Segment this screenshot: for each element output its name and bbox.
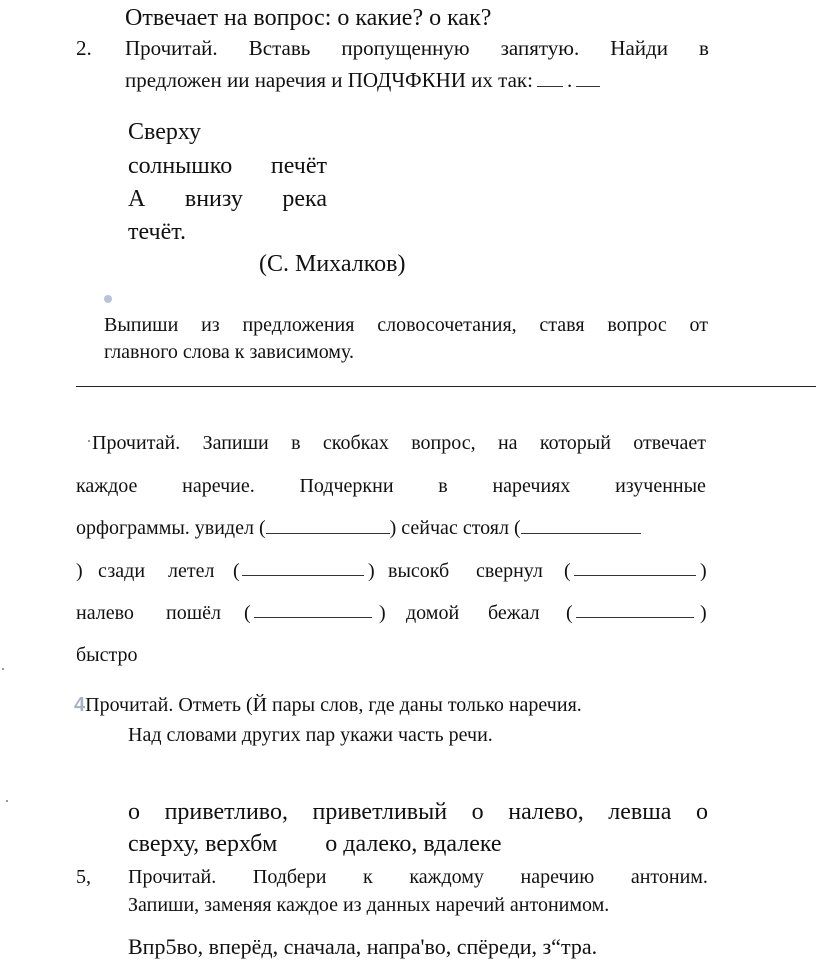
word: левша [608, 799, 672, 825]
word: в [699, 36, 709, 60]
word: сзади [98, 560, 146, 582]
word-pair: о далеко, вдалеке [325, 831, 502, 857]
task3-instruction-line1 [104, 315, 708, 335]
answer-blank-4[interactable] [574, 561, 696, 576]
word: ( [233, 560, 240, 582]
poem-line-2 [128, 154, 327, 178]
task3-instruction-line2: главного слова к зависимому. [104, 341, 354, 363]
word: из [201, 314, 220, 336]
task5-instruction-line1 [128, 867, 708, 887]
word: наречиях [492, 475, 571, 497]
word: пошёл [166, 602, 221, 624]
underline-sample-solid-2 [576, 72, 600, 87]
word: Найди [610, 36, 668, 60]
word: скобках [322, 432, 389, 454]
answer-line [76, 386, 816, 387]
word: наречию [520, 866, 595, 888]
word: отвечает [633, 432, 706, 454]
word: ) [700, 560, 707, 582]
answer-blank-3[interactable] [242, 561, 364, 576]
word: Вставь [248, 36, 311, 60]
word: приветливый [312, 799, 448, 825]
word: домой [406, 602, 460, 624]
word: Запиши [202, 432, 269, 454]
word: каждое [76, 475, 138, 497]
word: о [128, 799, 140, 825]
task-adverbs-line3 [76, 518, 641, 538]
word: Подбери [252, 866, 327, 888]
task2-number: 2. [76, 36, 92, 60]
answer-blank-2[interactable] [521, 519, 641, 534]
word: ) [76, 560, 83, 582]
word: внизу [184, 186, 243, 212]
word: о [471, 799, 484, 825]
word: от [689, 314, 708, 336]
word: ( [244, 602, 251, 624]
underline-sample-solid [537, 72, 563, 87]
word: предложения [242, 314, 355, 336]
answer-blank-1[interactable] [266, 519, 390, 534]
word: летел [168, 560, 215, 582]
word: который [539, 432, 611, 454]
word: бежал [488, 602, 540, 624]
word: в [438, 475, 448, 497]
task-adverbs-line6: быстро [76, 644, 138, 666]
poem-line-1: Сверху [128, 119, 201, 145]
word: в [291, 432, 301, 454]
word: Прочитай. [128, 866, 217, 888]
scan-speck [2, 668, 4, 670]
word: на [497, 432, 518, 454]
word: Прочитай. [92, 432, 181, 454]
task-adverbs-line2 [76, 476, 706, 496]
word: пропущенную [341, 36, 470, 60]
word-pair: сверху, верхбм [128, 831, 278, 857]
word: ) сейчас стоял ( [389, 517, 521, 539]
task4-line1 [74, 695, 582, 715]
word: ) [379, 602, 386, 624]
word: свернул [476, 560, 543, 582]
task2-instruction-line2 [125, 70, 600, 91]
answer-blank-6[interactable] [576, 603, 694, 618]
word: ставя [539, 314, 585, 336]
word: о [695, 799, 708, 825]
scan-speck [88, 440, 90, 442]
word: приветливо, [164, 799, 288, 825]
word: солнышко [128, 153, 233, 179]
instruction-text: предложен ии наречия и ПОДЧФКНИ их так: [125, 68, 533, 92]
word: высокб [388, 560, 450, 582]
word: орфограммы. увидел ( [76, 517, 266, 539]
word: Подчеркни [299, 475, 394, 497]
word: печёт [270, 153, 327, 179]
word: Прочитай. [125, 36, 218, 60]
word: А [128, 186, 146, 212]
word: ( [564, 560, 571, 582]
word: вопрос, [411, 432, 476, 454]
word: изученные [615, 475, 706, 497]
task4-number: 4 [74, 694, 86, 716]
word: вопрос [607, 314, 667, 336]
task5-instruction-line2: Запиши, заменяя каждое из данных наречий антонимом. [128, 894, 610, 916]
task1-tail-line: Отвечает на вопрос: о какие? о как? [125, 5, 492, 31]
task-adverbs-line1 [92, 433, 706, 453]
poem-line-4: течёт. [128, 219, 186, 245]
word: ) [700, 602, 707, 624]
answer-blank-5[interactable] [254, 603, 372, 618]
poem-author: (С. Михалков) [259, 251, 406, 277]
word: налево [76, 602, 134, 624]
task5-number: 5, [76, 866, 91, 888]
scan-speck [6, 800, 8, 802]
word: антоним. [630, 866, 708, 888]
word: ) [368, 560, 375, 582]
word: река [282, 186, 327, 212]
poem-line-3 [128, 187, 327, 211]
word: Выпиши [104, 314, 179, 336]
task4-pairs-line1 [128, 800, 708, 824]
word: запятую. [500, 36, 580, 60]
task4-pairs-line2 [128, 832, 502, 856]
word: налево, [508, 799, 584, 825]
word: наречие. [182, 475, 255, 497]
task4-line2: Над словами других пар укажи часть речи. [128, 724, 493, 746]
task4-instruction: Прочитай. Отметь (Й пары слов, где даны только наречия. [85, 694, 582, 716]
bullet-dot-icon [104, 295, 112, 303]
task2-instruction-line1 [125, 38, 709, 59]
word: каждому [409, 866, 484, 888]
word: ( [566, 602, 573, 624]
word: к [363, 866, 373, 888]
underline-sample-dot: . [566, 68, 573, 92]
task5-words: Впр5во, вперёд, сначала, напра'во, спёреди, з“тра. [128, 934, 598, 959]
word: словосочетания, [377, 314, 517, 336]
